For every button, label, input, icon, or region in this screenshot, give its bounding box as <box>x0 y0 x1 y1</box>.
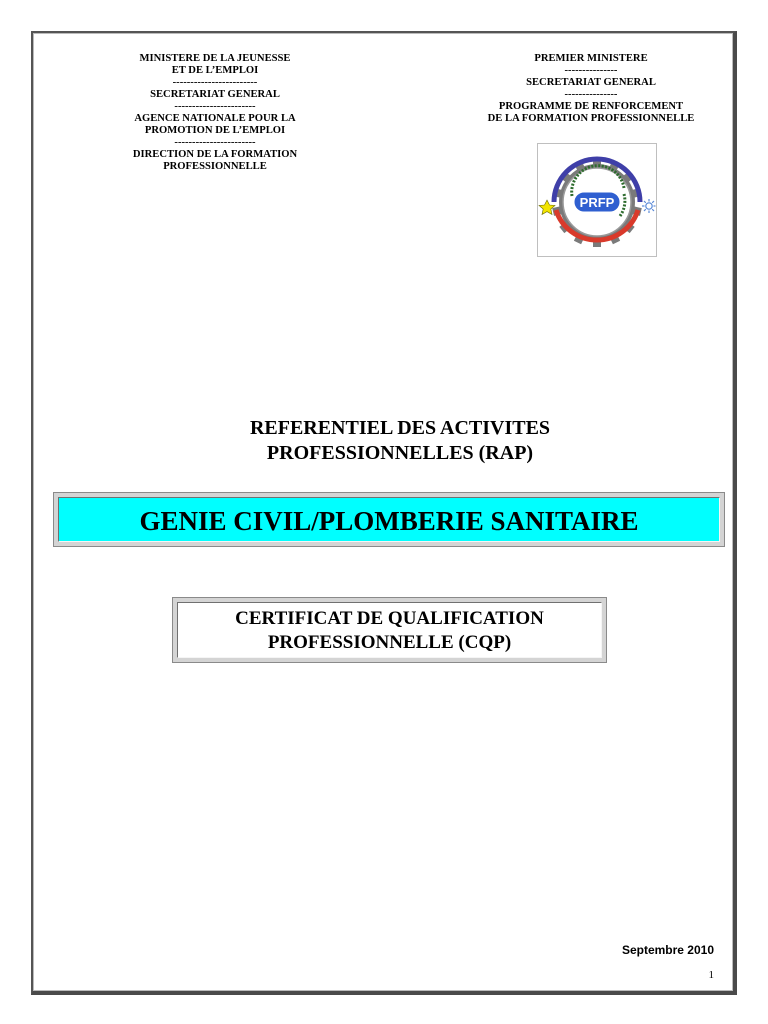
sun-icon <box>642 199 656 213</box>
document-title <box>140 416 660 466</box>
header-left-line: MINISTERE DE LA JEUNESSE <box>139 53 291 64</box>
document-date: Septembre 2010 <box>621 943 714 957</box>
header-right-line: DE LA FORMATION PROFESSIONNELLE <box>487 113 695 124</box>
certificate-line1: CERTIFICAT DE QUALIFICATION <box>235 608 544 629</box>
specialty-frame <box>53 492 725 547</box>
certificate-frame <box>172 597 607 663</box>
header-right-line: PROGRAMME DE RENFORCEMENT <box>498 101 684 112</box>
specialty-banner <box>58 497 720 542</box>
header-left-line: PROFESSIONNELLE <box>163 161 267 172</box>
header-left-line: SECRETARIAT GENERAL <box>150 89 280 100</box>
certificate-line2: PROFESSIONNELLE (CQP) <box>267 632 512 653</box>
header-left-line: ET DE L’EMPLOI <box>171 65 259 76</box>
header-right-ministry <box>458 53 724 125</box>
logo-label: PRFP <box>579 195 615 210</box>
certificate-box <box>177 602 602 658</box>
header-left-line: PROMOTION DE L’EMPLOI <box>144 125 286 136</box>
header-left-separator: ------------------------ <box>172 77 258 88</box>
header-right-line: SECRETARIAT GENERAL <box>526 77 656 88</box>
header-left-separator: ----------------------- <box>174 137 256 148</box>
header-right-separator: --------------- <box>564 89 618 100</box>
prfp-gear-logo-icon <box>538 144 656 256</box>
header-left-separator: ----------------------- <box>174 101 256 112</box>
star-icon <box>539 200 555 215</box>
page-number: 1 <box>708 969 714 981</box>
specialty-title: GENIE CIVIL/PLOMBERIE SANITAIRE <box>139 506 639 536</box>
document-title-line2: PROFESSIONNELLES (RAP) <box>266 442 534 464</box>
header-right-separator: --------------- <box>564 65 618 76</box>
document-title-line1: REFERENTIEL DES ACTIVITES <box>249 417 551 439</box>
header-left-line: AGENCE NATIONALE POUR LA <box>134 113 296 124</box>
header-left-ministry <box>106 53 324 173</box>
header-right-line: PREMIER MINISTERE <box>534 53 648 64</box>
prfp-logo <box>537 143 657 257</box>
header-left-line: DIRECTION DE LA FORMATION <box>132 149 298 160</box>
